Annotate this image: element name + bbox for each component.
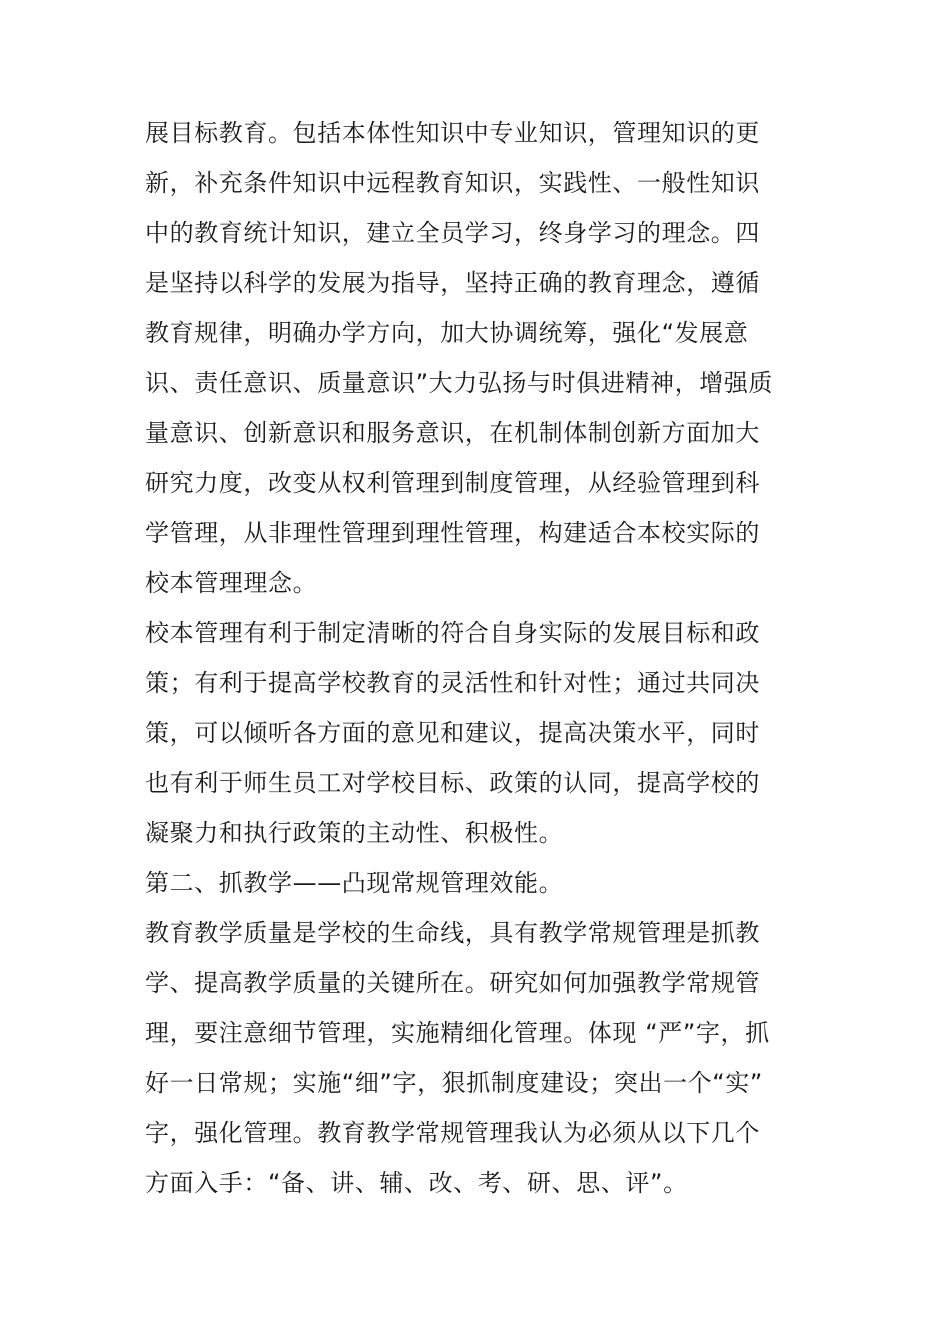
text-line: 中的教育统计知识，建立全员学习，终身学习的理念。四 <box>145 219 760 247</box>
text-line: 字，强化管理。教育教学常规管理我认为必须从以下几个 <box>145 1119 760 1147</box>
text-line: 学管理，从非理性管理到理性管理，构建适合本校实际的 <box>145 519 760 547</box>
text-line: 新，补充条件知识中远程教育知识，实践性、一般性知识 <box>145 169 760 197</box>
text-line: 研究力度，改变从权利管理到制度管理，从经验管理到科 <box>145 469 760 497</box>
text-line: 理，要注意细节管理，实施精细化管理。体现 “严”字，抓 <box>145 1019 770 1047</box>
document-body <box>145 108 805 1208</box>
text-line: 校本管理理念。 <box>145 569 318 597</box>
text-line: 是坚持以科学的发展为指导，坚持正确的教育理念，遵循 <box>145 269 760 297</box>
text-line: 教育规律，明确办学方向，加大协调统筹，强化“发展意 <box>145 319 749 347</box>
text-line: 策，可以倾听各方面的意见和建议，提高决策水平，同时 <box>145 719 760 747</box>
text-line: 凝聚力和执行政策的主动性、积极性。 <box>145 819 564 847</box>
text-line: 教育教学质量是学校的生命线，具有教学常规管理是抓教 <box>145 919 760 947</box>
section-heading: 第二、抓教学——凸现常规管理效能。 <box>145 869 564 897</box>
text-line: 学、提高教学质量的关键所在。研究如何加强教学常规管 <box>145 969 760 997</box>
text-line: 展目标教育。包括本体性知识中专业知识，管理知识的更 <box>145 119 760 147</box>
text-line: 识、责任意识、质量意识”大力弘扬与时俱进精神，增强质 <box>145 369 774 397</box>
text-line: 校本管理有利于制定清晰的符合自身实际的发展目标和政 <box>145 619 760 647</box>
text-line: 好一日常规；实施“细”字，狠抓制度建设；突出一个“实” <box>145 1069 763 1097</box>
text-line: 策；有利于提高学校教育的灵活性和针对性；通过共同决 <box>145 669 760 697</box>
text-line: 也有利于师生员工对学校目标、政策的认同，提高学校的 <box>145 769 760 797</box>
text-line: 方面入手：“备、讲、辅、改、考、研、思、评”。 <box>145 1169 688 1197</box>
text-line: 量意识、创新意识和服务意识，在机制体制创新方面加大 <box>145 419 760 447</box>
